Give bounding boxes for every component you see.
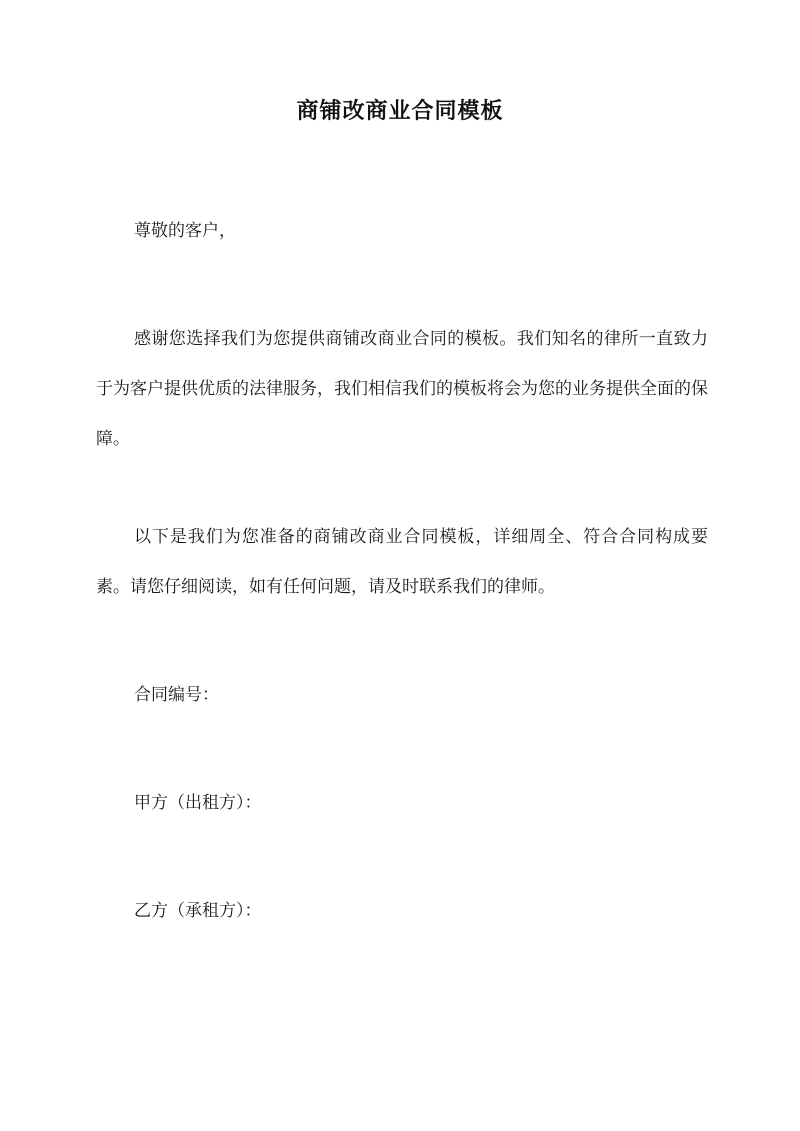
greeting-paragraph: 尊敬的客户，: [134, 221, 236, 241]
party-a-label: 甲方（出租方）：: [134, 793, 262, 813]
party-b-label: 乙方（承租方）：: [134, 901, 262, 921]
body-paragraph: 以下是我们为您准备的商铺改商业合同模板，详细周全、符合合同构成要素。请您仔细阅读，如有任何问题，请及时联系我们的律师。: [96, 527, 708, 597]
contract-number-label: 合同编号：: [134, 685, 219, 705]
intro-paragraph: 感谢您选择我们为您提供商铺改商业合同的模板。我们知名的律所一直致力于为客户提供优质的法律服务，我们相信我们的模板将会为您的业务提供全面的保障。: [96, 329, 708, 449]
document-title: 商铺改商业合同模板: [296, 98, 504, 124]
